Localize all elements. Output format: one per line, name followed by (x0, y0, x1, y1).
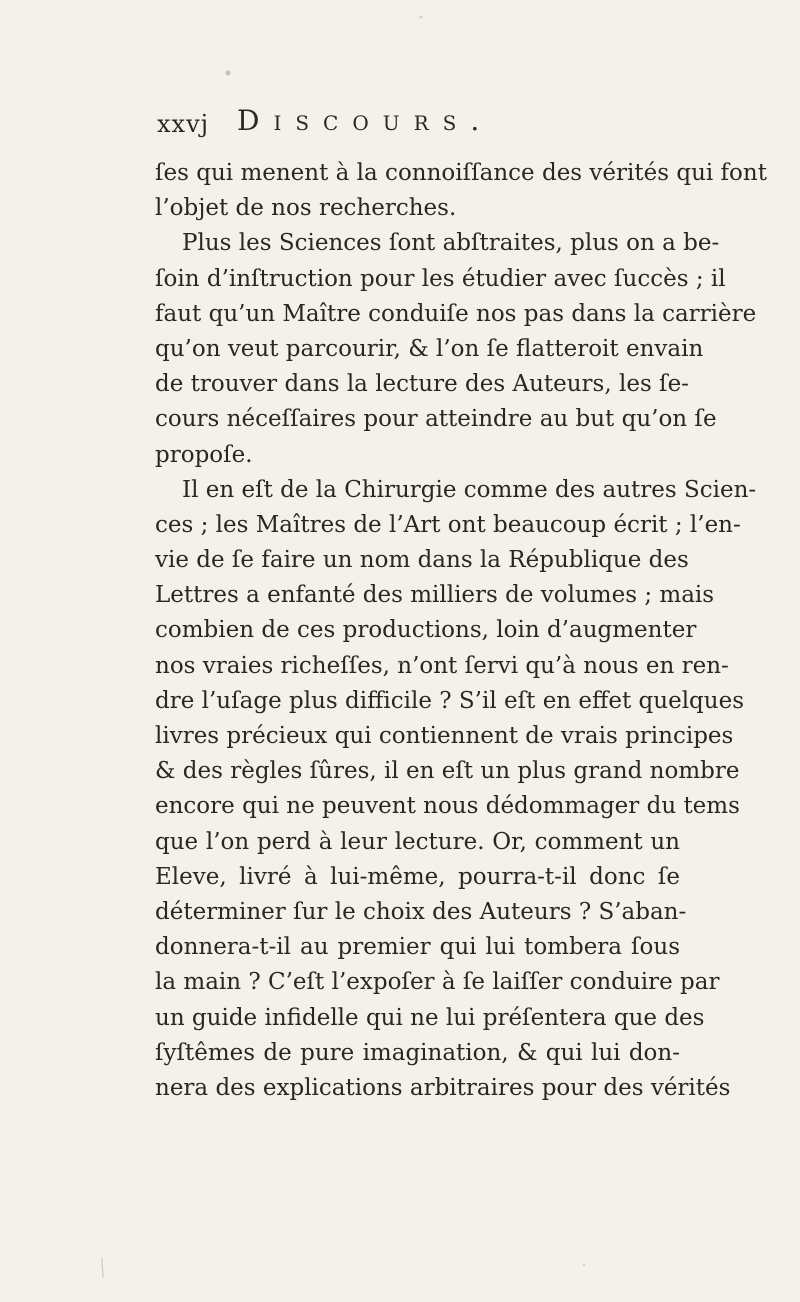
text-line: ſyſtêmes de pure imagination, & qui lui don- (155, 1039, 680, 1066)
text-line: combien de ces productions, loin d’augmenter (155, 617, 697, 644)
text-line: propoſe. (155, 441, 253, 468)
text-line: & des règles ſûres, il en eſt un plus grand nombre (155, 758, 740, 785)
text-line: qu’on veut parcourir, & l’on ſe flatteroit envain (155, 335, 704, 362)
page-number: xxvj (157, 110, 210, 138)
text-line: nera des explications arbitraires pour des vérités (155, 1074, 731, 1101)
text-line: un guide infidelle qui ne lui préſentera que des (155, 1004, 705, 1031)
text-line: encore qui ne peuvent nous dédommager du tems (155, 793, 740, 820)
text-line: cours néceſſaires pour atteindre au but qu’on ſe (155, 406, 717, 433)
text-line: que l’on perd à leur lecture. Or, comment un (155, 828, 680, 855)
text-line: Lettres a enfanté des milliers de volumes ; mais (155, 582, 715, 609)
text-line: l’objet de nos recherches. (155, 195, 457, 222)
text-line: faut qu’un Maître conduiſe nos pas dans la carrière (155, 300, 757, 327)
page-header (157, 104, 677, 144)
text-line: ces ; les Maîtres de l’Art ont beaucoup écrit ; l’en- (155, 511, 741, 538)
text-line: dre l’uſage plus difficile ? S’il eſt en effet quelques (155, 687, 745, 714)
text-line: donnera-t-il au premier qui lui tombera ſous (155, 934, 680, 961)
text-line: ſoin d’inſtruction pour les étudier avec ſuccès ; il (155, 265, 726, 292)
text-line: nos vraies richeſſes, n’ont ſervi qu’à nous en ren- (155, 652, 729, 679)
text-line: ſes qui menent à la connoiſſance des vérités qui font (155, 160, 767, 186)
text-line: Plus les Sciences ſont abſtraites, plus on a be- (182, 230, 720, 257)
running-title: Discours. (237, 104, 494, 137)
text-line: déterminer ſur le choix des Auteurs ? S’aban- (155, 898, 687, 925)
text-line: livres précieux qui contiennent de vrais principes (155, 723, 734, 749)
text-line: vie de ſe faire un nom dans la République des (155, 547, 689, 574)
text-line: la main ? C’eſt l’expoſer à ſe laiſſer conduire par (155, 969, 720, 996)
body-text (155, 156, 767, 1106)
text-line: Eleve, livré à lui-même, pourra-t-il donc ſe (155, 863, 680, 890)
text-line: de trouver dans la lecture des Auteurs, les ſe- (155, 371, 689, 398)
text-line: Il en eſt de la Chirurgie comme des autres Scien- (182, 476, 757, 503)
